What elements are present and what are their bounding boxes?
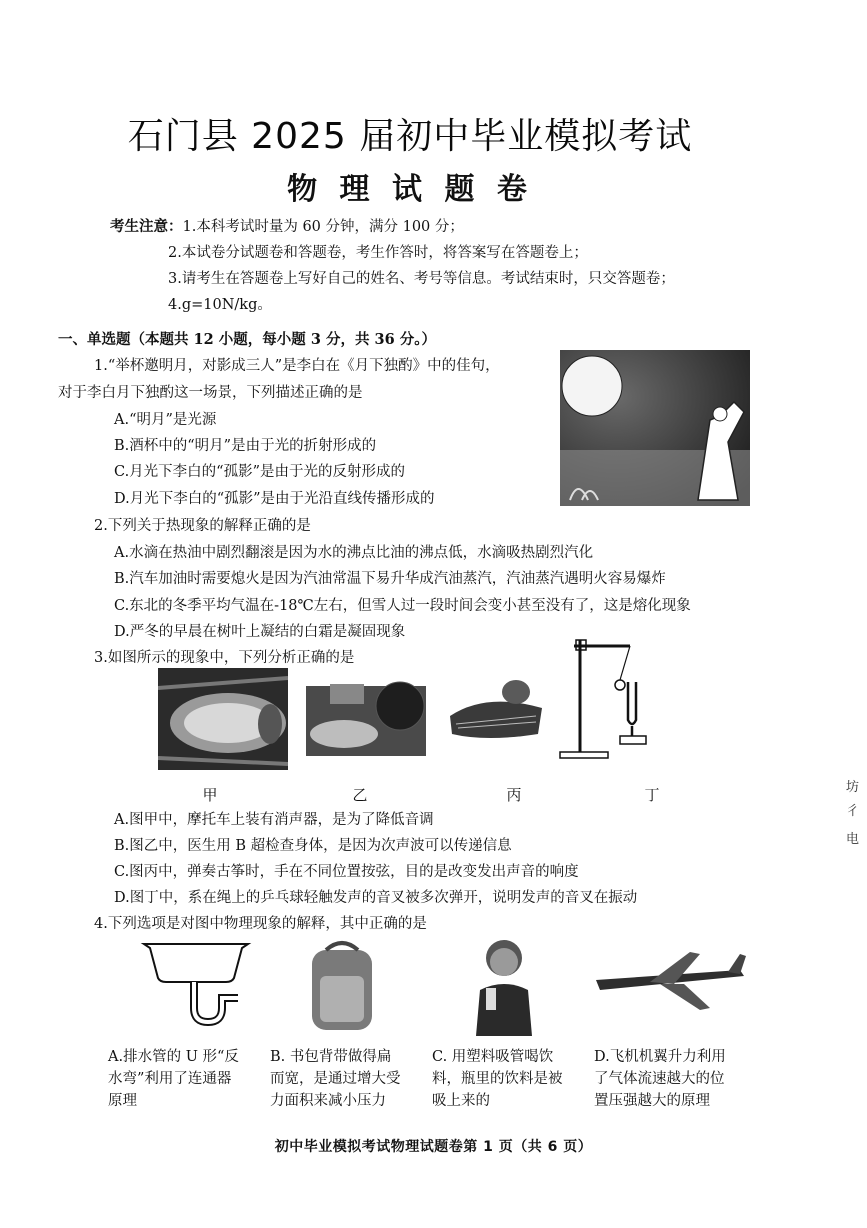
notice-item: 2.本试卷分试题卷和答题卷，考生作答时，将答案写在答题卷上； — [168, 245, 588, 261]
backpack-photo — [298, 936, 386, 1036]
notice-lead: 考生注意： — [110, 218, 183, 235]
q4-option-d — [594, 1046, 726, 1112]
figure-caption: 丙 — [506, 786, 522, 804]
option-line: C. 用塑料吸管喝饮 — [432, 1049, 554, 1065]
option-line: 置压强越大的原理 — [594, 1093, 710, 1109]
tuning-fork-diagram — [556, 636, 668, 762]
candidate-notice — [110, 214, 675, 318]
option: D.月光下李白的“孤影”是由于光沿直线传播形成的 — [114, 491, 435, 507]
option-line: 吸上来的 — [432, 1093, 490, 1109]
exam-subtitle: 物 理 试 题 卷 — [287, 172, 533, 207]
question-stem: 3.如图所示的现象中，下列分析正确的是 — [94, 650, 355, 666]
option-line: B. 书包背带做得扁 — [270, 1049, 392, 1065]
option: A.水滴在热油中剧烈翻滚是因为水的沸点比油的沸点低，水滴吸热剧烈汽化 — [114, 545, 594, 561]
option-line: 原理 — [108, 1093, 137, 1109]
airplane-photo — [590, 940, 748, 1020]
section-heading: 一、单选题（本题共 12 小题，每小题 3 分，共 36 分。） — [58, 331, 436, 348]
option-line: 了气体流速越大的位 — [594, 1071, 725, 1087]
boy-drinking-photo — [466, 932, 542, 1036]
question-stem: 2.下列关于热现象的解释正确的是 — [94, 518, 311, 534]
q4-option-c — [432, 1046, 563, 1112]
option-line: 料，瓶里的饮料是被 — [432, 1071, 563, 1087]
option: D.图丁中，系在绳上的乒乓球轻触发声的音叉被多次弹开，说明发声的音叉在振动 — [114, 890, 638, 906]
option-line: 而宽，是通过增大受 — [270, 1071, 401, 1087]
question-stem: 对于李白月下独酌这一场景，下列描述正确的是 — [58, 385, 363, 401]
option: C.东北的冬季平均气温在-18℃左右，但雪人过一段时间会变小甚至没有了，这是熔化现象 — [114, 598, 691, 614]
notice-item: 1.本科考试时量为 60 分钟，满分 100 分； — [182, 219, 464, 235]
option: C.月光下李白的“孤影”是由于光的反射形成的 — [114, 464, 406, 480]
q4-option-a — [108, 1046, 239, 1112]
option: C.图丙中，弹奏古筝时，手在不同位置按弦，目的是改变发出声音的响度 — [114, 864, 579, 880]
ultrasound-photo — [300, 668, 432, 770]
option: B.酒杯中的“明月”是由于光的折射形成的 — [114, 438, 377, 454]
notice-item: 3.请考生在答题卷上写好自己的姓名、考号等信息。考试结束时，只交答题卷； — [168, 271, 675, 287]
option: A.“明月”是光源 — [114, 412, 217, 428]
option-line: 力面积来减小压力 — [270, 1093, 386, 1109]
figure-caption: 乙 — [352, 786, 368, 804]
drain-pipe-diagram — [138, 940, 256, 1032]
figure-caption: 丁 — [644, 786, 660, 804]
margin-glyph: 电 — [846, 832, 860, 847]
exam-title: 石门县 2025 届初中毕业模拟考试 — [127, 116, 693, 157]
muffler-photo — [158, 668, 288, 770]
moon-poet-illustration — [560, 350, 750, 506]
q4-option-b — [270, 1046, 401, 1112]
guzheng-photo — [446, 672, 546, 750]
page-footer: 初中毕业模拟考试物理试题卷第 1 页（共 6 页） — [274, 1139, 593, 1155]
option: B.图乙中，医生用 B 超检查身体，是因为次声波可以传递信息 — [114, 838, 512, 854]
figure-caption: 甲 — [202, 786, 218, 804]
option: B.汽车加油时需要熄火是因为汽油常温下易升华成汽油蒸汽，汽油蒸汽遇明火容易爆炸 — [114, 571, 666, 587]
notice-item: 4.g=10N/kg。 — [168, 297, 272, 313]
option-line: A.排水管的 U 形“反 — [108, 1049, 239, 1065]
margin-glyph: 彳 — [846, 804, 860, 819]
margin-glyph: 坊 — [846, 780, 860, 795]
option-line: 水弯”利用了连通器 — [108, 1071, 232, 1087]
option: A.图甲中，摩托车上装有消声器，是为了降低音调 — [114, 812, 434, 828]
option-line: D.飞机机翼升力利用 — [594, 1049, 726, 1065]
option: D.严冬的早晨在树叶上凝结的白霜是凝固现象 — [114, 624, 406, 640]
question-stem: 4.下列选项是对图中物理现象的解释，其中正确的是 — [94, 916, 427, 932]
question-stem: 1.“举杯邀明月，对影成三人”是李白在《月下独酌》中的佳句， — [94, 358, 500, 374]
